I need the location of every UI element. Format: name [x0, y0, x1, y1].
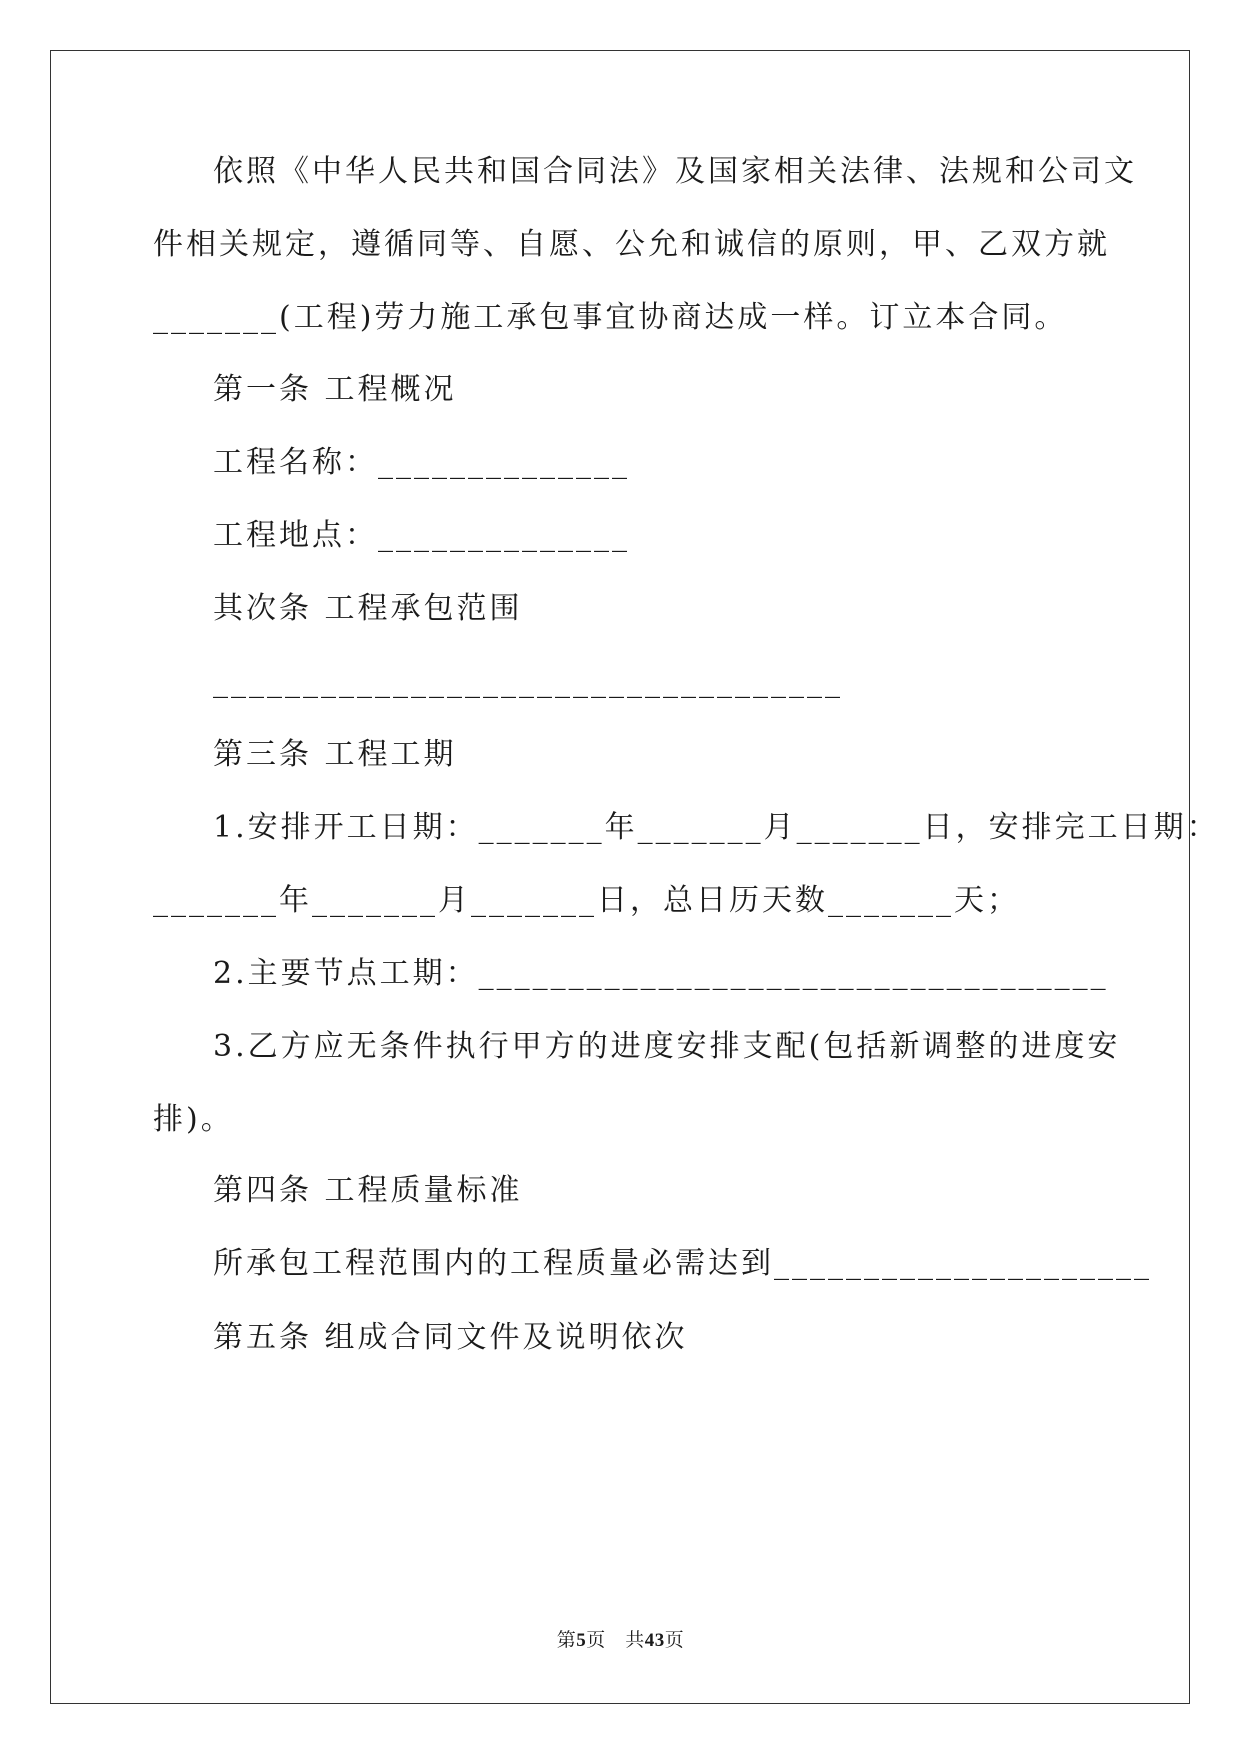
schedule-dates-line: 1.安排开工日期：_______年_______月_______日，安排完工日期： — [213, 810, 1220, 845]
quality-standard-line: 所承包工程范围内的工程质量必需达到_____________________ — [213, 1246, 1152, 1281]
project-location-line: 工程地点：______________ — [213, 518, 630, 553]
project-name-line: 工程名称：______________ — [213, 445, 630, 480]
paragraph-line: 件相关规定，遵循同等、自愿、公允和诚信的原则，甲、乙双方就 — [153, 227, 1110, 262]
scope-blank-line: ___________________________________ — [213, 664, 843, 699]
paragraph-line: 3.乙方应无条件执行甲方的进度安排支配(包括新调整的进度安 — [213, 1029, 1121, 1064]
paragraph-line: 依照《中华人民共和国合同法》及国家相关法律、法规和公司文 — [213, 154, 1137, 189]
page-total: 43 — [644, 1630, 665, 1651]
schedule-dates-line: _______年_______月_______日，总日历天数_______天； — [153, 883, 1020, 918]
article-heading: 第三条 工程工期 — [213, 737, 457, 772]
footer-prefix: 第 — [556, 1629, 577, 1651]
paragraph-line: 排)。 — [153, 1102, 234, 1137]
footer-mid: 页 共 — [586, 1629, 645, 1651]
article-heading: 第一条 工程概况 — [213, 372, 457, 407]
page-number: 5 — [576, 1630, 587, 1651]
article-heading: 第五条 组成合同文件及说明依次 — [213, 1320, 688, 1355]
paragraph-line: _______(工程)劳力施工承包事宜协商达成一样。订立本合同。 — [153, 300, 1068, 335]
article-heading: 其次条 工程承包范围 — [213, 591, 523, 626]
page-footer — [0, 1628, 1241, 1653]
milestone-line: 2.主要节点工期：___________________________________ — [213, 956, 1109, 991]
article-heading: 第四条 工程质量标准 — [213, 1173, 523, 1208]
footer-suffix: 页 — [664, 1629, 685, 1651]
